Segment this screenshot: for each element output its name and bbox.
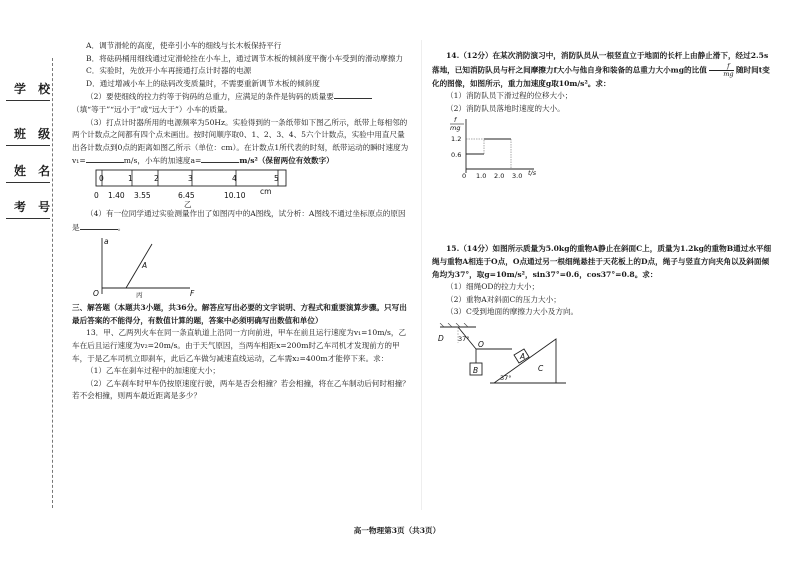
id-label: 考 号 xyxy=(14,200,55,214)
friction-ratio-graph xyxy=(444,115,544,181)
angle-label-2: 37° xyxy=(500,373,512,382)
q14-text-a: 14.（12分）在某次消防演习中，消防队员从一根竖直立于地面的长杆上由静止滑下，经过2.5s落地，已知消防队员与杆之间摩擦力f大小与他自身和装备的总重力大小mg的比值 xyxy=(432,51,769,75)
q2-answer-blank[interactable] xyxy=(334,90,372,99)
graph-label-line-a: A xyxy=(142,261,148,271)
right-column xyxy=(432,50,772,387)
q14-stem xyxy=(432,50,772,90)
g14-ylabel-num: f xyxy=(454,116,457,125)
q2-text-b: （填“等于”“远小于”或“远大于”）小车的质量。 xyxy=(72,104,232,114)
label-a: A xyxy=(520,351,526,361)
tape-tick-3: 3 xyxy=(188,173,193,183)
tape-value-3: 6.45 xyxy=(178,190,195,200)
angle-label-1: 37° xyxy=(458,334,470,343)
q14-fraction xyxy=(709,63,733,78)
column-separator xyxy=(421,40,422,510)
option-c: C．实验时，先放开小车再接通打点计时器的电源 xyxy=(86,66,252,76)
graph-caption: 丙 xyxy=(136,291,143,299)
q3-text-a: （3）打点计时器所用的电源频率为50Hz。实验得到的一条纸带如下图乙所示，纸带上每相邻的两个计数点之间都有四个点未画出。按时间顺序取0、1、2、3、4、5六个计数点，实验中用直尺量出各计数点到0点的距离如图乙所示（单位：cm）。在计数点1所代表的时刻，纸带运动的瞬时速度为v₁= xyxy=(72,117,409,166)
graph-label-a-axis: a xyxy=(104,237,109,247)
tape-tick-4: 4 xyxy=(232,173,237,183)
paper-tape-figure xyxy=(92,168,302,208)
tape-value-1: 1.40 xyxy=(108,190,125,200)
section-3-heading: 三、解答题（本题共3小题，共36分。解答应写出必要的文字说明、方程式和重要演算步骤。只写出最后答案的不能得分，有数值计算的题，答案中必须明确写出数值和单位） xyxy=(72,303,407,325)
g14-x-tick-1: 1.0 xyxy=(476,172,487,181)
tape-tick-2: 2 xyxy=(154,173,159,183)
q4-text-a: （4）有一位同学通过实验测量作出了如图丙中的A图线，试分析：A图线不通过坐标原点的原因是 xyxy=(72,208,406,232)
label-b: B xyxy=(473,365,479,375)
g14-series xyxy=(466,139,511,169)
option-d: D．通过增减小车上的砝码改变质量时，不需要重新调节木板的倾斜度 xyxy=(86,78,320,88)
g14-y-tick-2: 0.6 xyxy=(451,151,462,160)
tape-tick-1: 1 xyxy=(128,173,133,183)
q15-stem: 15.（14分）如图所示质量为5.0kg的重物A静止在斜面C上，质量为1.2kg的重物B通过水平细绳与重物A相连于O点，O点通过另一根细绳悬挂于天花板上的D点，绳子与竖直方向夹角以及斜面倾角均为37°，取g=10m/s²，sin37°=0.6，cos37°=0.8。求： xyxy=(432,244,772,279)
g14-xlabel: t/s xyxy=(528,169,537,178)
g14-x-tick-3: 3.0 xyxy=(512,172,523,181)
q3-text-b: m/s，小车的加速度a= xyxy=(123,156,202,166)
binding-margin xyxy=(0,0,62,561)
tape-value-2: 3.55 xyxy=(134,190,151,200)
q3-text-c: m/s²（保留两位有效数字） xyxy=(239,156,334,166)
q4-answer-blank[interactable] xyxy=(80,221,118,230)
q14-text-b: 随时间t变化的图像，如图所示，重力加速度g取10m/s²。求： xyxy=(432,65,770,88)
q3-a-blank[interactable] xyxy=(201,154,239,163)
q15-part3: （3）C受到地面的摩擦力大小及方向。 xyxy=(446,307,579,317)
a-f-graph xyxy=(90,234,200,298)
id-blank xyxy=(6,218,50,219)
q3-v1-blank[interactable] xyxy=(86,154,124,163)
incline-diagram xyxy=(436,323,576,387)
q15-part1: （1）细绳OD的拉力大小； xyxy=(446,282,540,292)
q14-part1: （1）消防队员下滑过程的位移大小； xyxy=(446,91,573,101)
graph-line-a xyxy=(126,244,152,288)
class-label: 班 级 xyxy=(14,127,55,141)
q14-frac-num: f xyxy=(709,63,733,71)
g14-x-tick-2: 2.0 xyxy=(494,172,505,181)
q15-spacer xyxy=(432,181,772,243)
option-a: A．调节滑轮的高度，使牵引小车的细线与长木板保持平行 xyxy=(86,41,282,50)
tape-unit: cm xyxy=(260,186,272,196)
label-d: D xyxy=(438,333,444,343)
q13-stem: 13．甲、乙两列火车在同一条直轨道上沿同一方向前进，甲车在前且运行速度为v₁=10m/s，乙车在后且运行速度为v₂=20m/s。由于天气原因，当两车相距x=200m时乙车司机才发现前方的甲车，于是乙车司机立即刹车，此后乙车做匀减速直线运动，乙车需x₂=400m才能停下来。求： xyxy=(72,328,407,363)
option-b: B．将砝码桶用细线通过定滑轮拴在小车上，通过调节木板的倾斜度平衡小车受到的滑动摩擦力 xyxy=(86,53,403,63)
tape-value-4: 10.10 xyxy=(224,190,246,200)
q2-text-a: （2）要使细线的拉力约等于钩码的总重力，应满足的条件是钩码的质量要 xyxy=(86,92,334,102)
q13-part2: （2）乙车刹车时甲车仍按原速度行驶，两车是否会相撞？若会相撞，将在乙车制动后何时相撞？若不会相撞，则两车最近距离是多少？ xyxy=(72,378,410,401)
label-c: C xyxy=(538,363,544,373)
name-blank xyxy=(6,182,50,183)
q15-part2: （2）重物A对斜面C的压力大小； xyxy=(446,294,561,304)
page-footer: 高一物理第3页（共3页） xyxy=(353,526,441,535)
g14-x-tick-0: 0 xyxy=(462,172,467,181)
name-label: 姓 名 xyxy=(14,164,55,178)
g14-ylabel-den: mg xyxy=(450,124,461,133)
tape-tick-0: 0 xyxy=(99,173,104,183)
q14-frac-den: mg xyxy=(723,69,734,78)
q13-part1: （1）乙车在刹车过程中的加速度大小； xyxy=(86,366,220,376)
class-blank xyxy=(6,145,50,146)
q3 xyxy=(72,117,412,168)
school-label: 学 校 xyxy=(14,82,55,96)
tape-value-0: 0 xyxy=(94,190,99,200)
q2 xyxy=(72,90,412,116)
tape-caption: 乙 xyxy=(184,199,192,208)
tape-tick-5: 5 xyxy=(274,173,279,183)
graph-label-f-axis: F xyxy=(190,289,195,299)
q4-text-b: 。 xyxy=(117,222,126,232)
left-column xyxy=(72,40,412,403)
label-o: O xyxy=(478,339,484,349)
q4 xyxy=(72,208,412,234)
q14-part2: （2）消防队员落地时速度的大小。 xyxy=(446,103,565,113)
school-blank xyxy=(6,100,50,101)
g14-y-tick-1: 1.2 xyxy=(451,135,462,144)
graph-label-origin: O xyxy=(93,289,99,299)
